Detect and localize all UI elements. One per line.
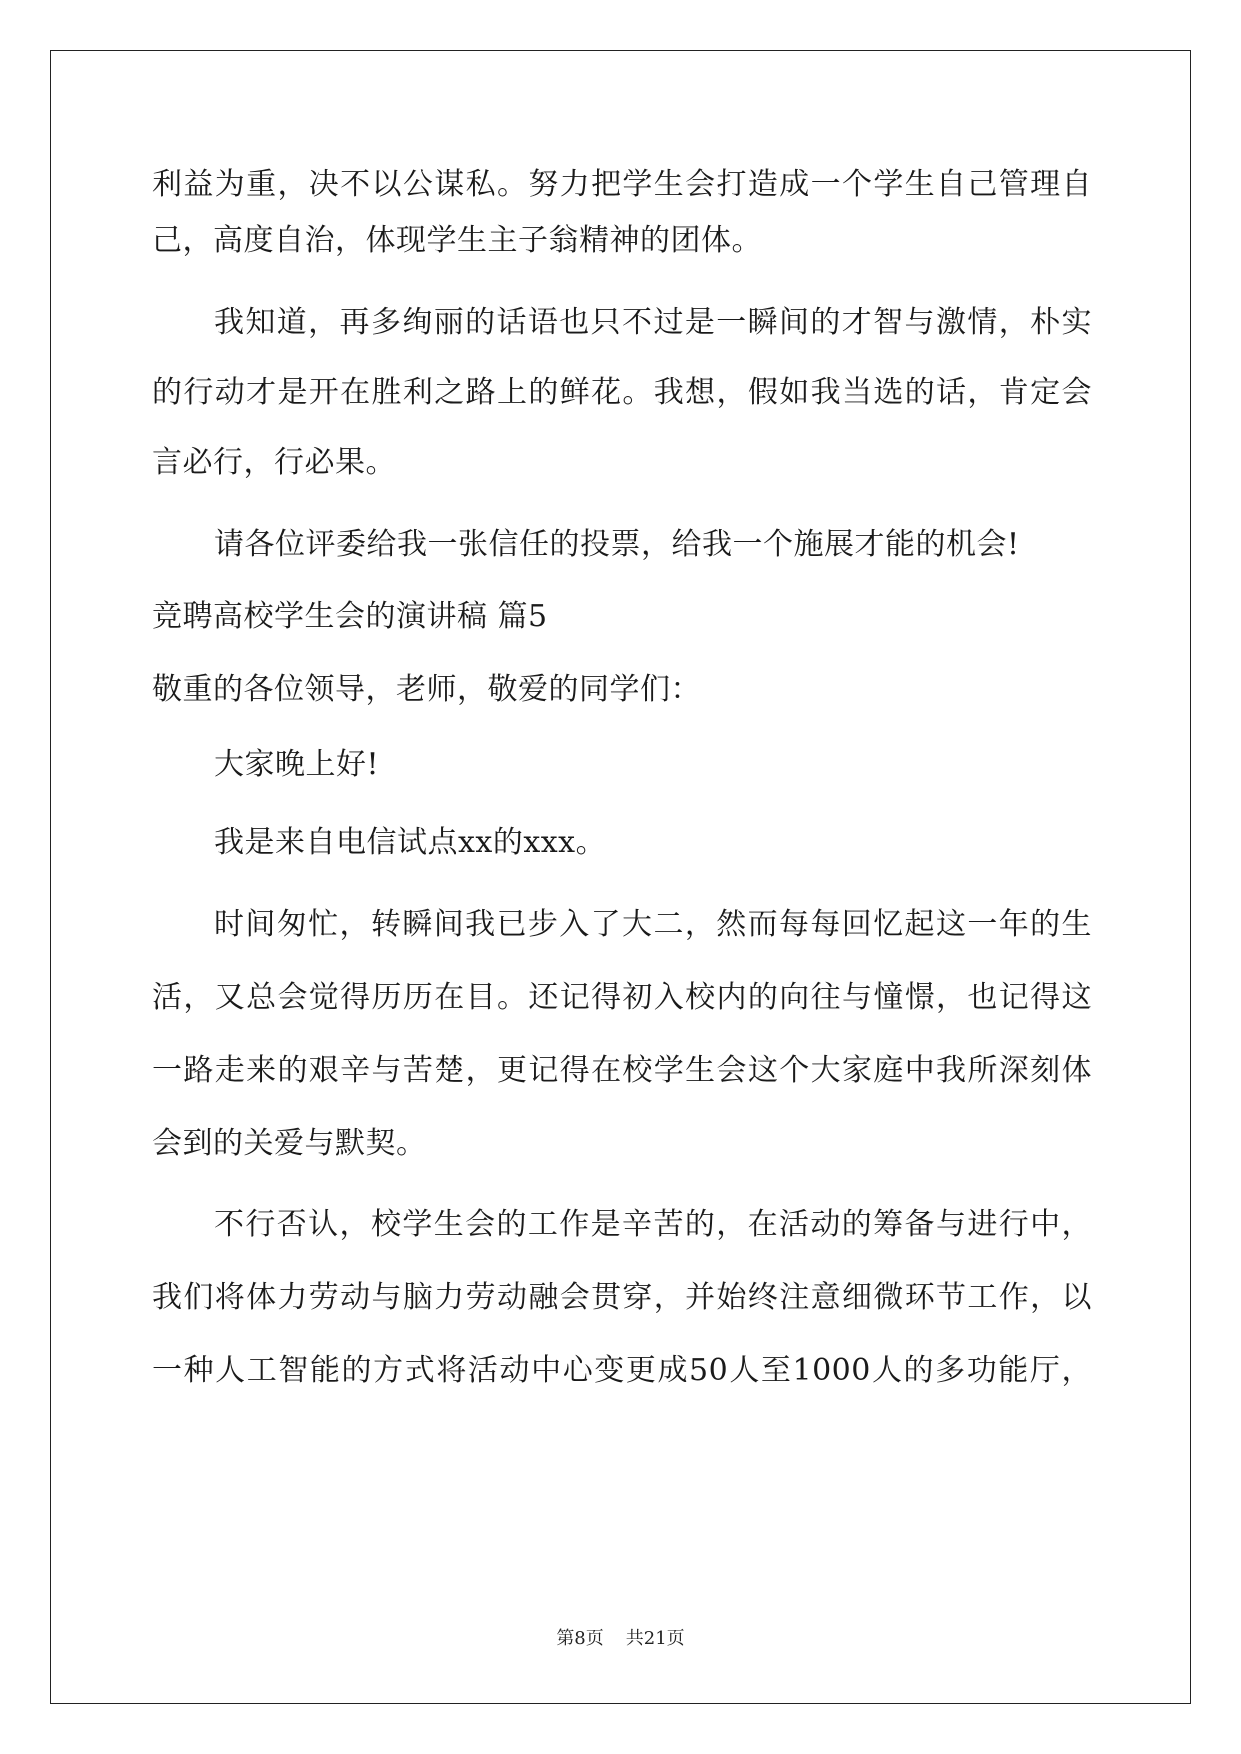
section-heading: 竞聘高校学生会的演讲稿 篇5 bbox=[152, 599, 548, 634]
greeting: 大家晚上好! bbox=[214, 747, 380, 782]
salutation: 敬重的各位领导，老师，敬爱的同学们： bbox=[152, 672, 701, 707]
text-line: 会到的关爱与默契。 bbox=[152, 1126, 427, 1161]
page-footer bbox=[0, 1628, 1241, 1650]
text-line: 请各位评委给我一张信任的投票，给我一个施展才能的机会! bbox=[214, 527, 1020, 562]
text-line: 的行动才是开在胜利之路上的鲜花。我想，假如我当选的话，肯定会 bbox=[152, 375, 1092, 410]
text-line: 不行否认，校学生会的工作是辛苦的，在活动的筹备与进行中， bbox=[214, 1207, 1092, 1242]
text-line: 活，又总会觉得历历在目。还记得初入校内的向往与憧憬，也记得这 bbox=[152, 980, 1092, 1015]
text-line: 己，高度自治，体现学生主子翁精神的团体。 bbox=[152, 223, 762, 258]
page-border bbox=[50, 50, 1191, 1704]
text-line: 利益为重，决不以公谋私。努力把学生会打造成一个学生自己管理自 bbox=[152, 167, 1092, 202]
text-line: 时间匆忙，转瞬间我已步入了大二，然而每每回忆起这一年的生 bbox=[214, 907, 1092, 942]
text-line: 一种人工智能的方式将活动中心变更成50人至1000人的多功能厅， bbox=[152, 1353, 1092, 1388]
text-line: 我们将体力劳动与脑力劳动融会贯穿，并始终注意细微环节工作，以 bbox=[152, 1280, 1092, 1315]
page-number: 第8页 bbox=[556, 1628, 604, 1649]
text-line: 我是来自电信试点xx的xxx。 bbox=[214, 825, 607, 860]
text-line: 我知道，再多绚丽的话语也只不过是一瞬间的才智与激情，朴实 bbox=[214, 305, 1092, 340]
text-line: 言必行，行必果。 bbox=[152, 445, 396, 480]
page-total: 共21页 bbox=[625, 1628, 685, 1649]
text-line: 一路走来的艰辛与苦楚，更记得在校学生会这个大家庭中我所深刻体 bbox=[152, 1053, 1092, 1088]
